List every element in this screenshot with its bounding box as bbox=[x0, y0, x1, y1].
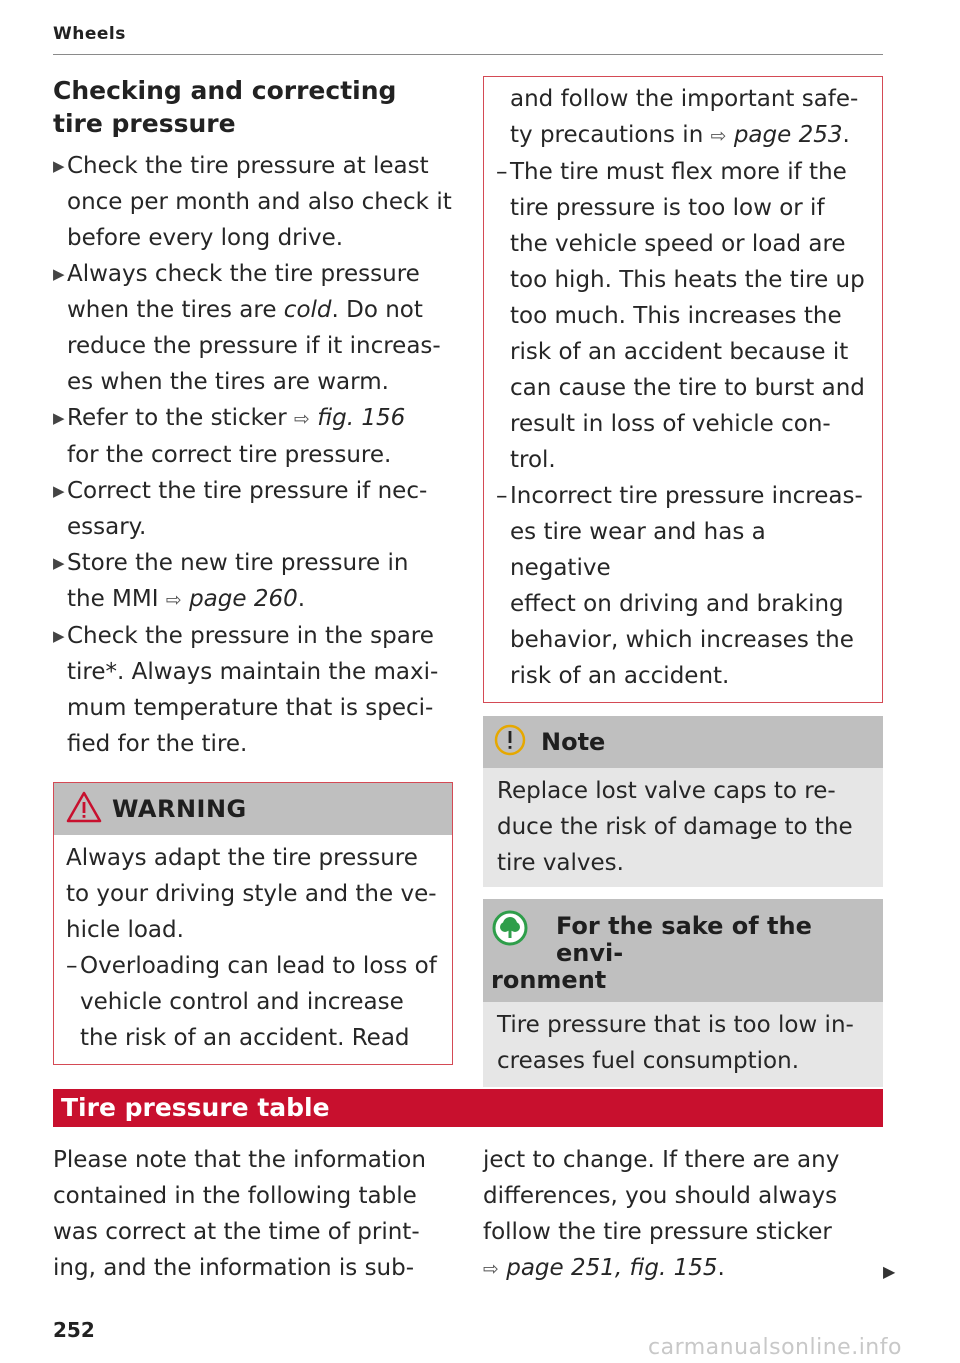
note-box bbox=[483, 716, 883, 887]
section-title-bar bbox=[53, 1089, 883, 1127]
instruction-list bbox=[53, 148, 453, 762]
page-reference-link[interactable]: ⇨ page 260 bbox=[165, 586, 298, 612]
environment-title: For the sake of the envi- bbox=[556, 912, 812, 967]
bullet-arrow-icon: ▶ bbox=[53, 157, 65, 175]
left-column bbox=[53, 74, 453, 1065]
warning-triangle-icon bbox=[66, 791, 102, 827]
list-item: ▶ Refer to the sticker ⇨ fig. 156 for the correct tire pressure. bbox=[53, 400, 453, 473]
environment-box bbox=[483, 899, 883, 1087]
note-exclamation-icon bbox=[493, 723, 527, 761]
tire-pressure-text-left: Please note that the information contained in the following table was correct at the time of print- ing, and the information is sub- bbox=[53, 1147, 426, 1281]
list-item: ▶ Check the pressure in the spare tire*. Always maintain the maxi- mum temperature that is speci- fied for the tire. bbox=[53, 618, 453, 762]
bullet-arrow-icon: ▶ bbox=[53, 265, 65, 283]
bullet-arrow-icon: ▶ bbox=[53, 627, 65, 645]
watermark: carmanualsonline.info bbox=[648, 1335, 902, 1360]
section-title: Tire pressure table bbox=[61, 1093, 330, 1122]
reference-arrow-icon: ⇨ bbox=[294, 408, 310, 430]
environment-header bbox=[483, 899, 883, 1002]
page-header bbox=[53, 24, 883, 55]
header-title: Wheels bbox=[53, 24, 126, 44]
tire-pressure-text-right: ject to change. If there are any differences, you should always follow the tire pressure sticker ⇨ page 251, fig. 155. bbox=[483, 1147, 840, 1281]
list-item: – Overloading can lead to loss of vehicle control and increase the risk of an accident. Read bbox=[66, 953, 437, 1051]
warning-box bbox=[53, 782, 453, 1065]
list-item: – Incorrect tire pressure increas- es tire wear and has a negative effect on driving and braking behavior, which increases the risk of an accident. bbox=[496, 483, 863, 689]
continue-arrow-icon: ▶ bbox=[883, 1262, 896, 1281]
warning-continued-box: and follow the important safe- ty precautions in ⇨ page 253. – The tire must flex more if the tire pressure is too low or if the vehicle speed or load are too high. This heats the tire up too much. This increases the risk of an accident because it can cause the tire to burst and result in loss of vehicle con- trol. – Incorrect tire pressure increas- es tire wear and has a negative effect on driving and braking behavior, which increases the risk of an accident. bbox=[483, 76, 883, 703]
figure-reference-link[interactable]: ⇨ fig. 156 bbox=[294, 405, 406, 431]
note-header bbox=[483, 716, 883, 768]
list-item: ▶ Check the tire pressure at least once per month and also check it before every long drive. bbox=[53, 148, 453, 256]
reference-arrow-icon: ⇨ bbox=[483, 1258, 499, 1280]
emphasis-cold: cold bbox=[283, 297, 332, 323]
section-heading: Checking and correcting tire pressure bbox=[53, 76, 397, 138]
list-item: ▶ Always check the tire pressure when the tires are cold. Do not reduce the pressure if it increas- es when the tires are warm. bbox=[53, 256, 453, 400]
warning-title: WARNING bbox=[112, 795, 247, 823]
bullet-arrow-icon: ▶ bbox=[53, 482, 65, 500]
bullet-arrow-icon: ▶ bbox=[53, 409, 65, 427]
environment-body: Tire pressure that is too low in- creases fuel consumption. bbox=[497, 1012, 854, 1074]
list-item: ▶ Store the new tire pressure in the MMI ⇨ page 260. bbox=[53, 545, 453, 618]
header-rule bbox=[53, 54, 883, 55]
note-title: Note bbox=[541, 728, 606, 756]
environment-title-continued: ronment bbox=[491, 966, 607, 994]
tree-icon bbox=[491, 909, 529, 951]
right-column bbox=[483, 76, 883, 1087]
page-number: 252 bbox=[53, 1318, 95, 1342]
list-item: ▶ Correct the tire pressure if nec- essary. bbox=[53, 473, 453, 545]
reference-arrow-icon: ⇨ bbox=[710, 125, 727, 147]
page-reference-link[interactable]: ⇨ page 251, fig. 155 bbox=[483, 1255, 718, 1281]
note-body: Replace lost valve caps to re- duce the risk of damage to the tire valves. bbox=[497, 778, 853, 876]
list-item: – The tire must flex more if the tire pressure is too low or if the vehicle speed or load are too high. This heats the tire up too much. This increases the risk of an accident because it can cause the tire to burst and result in loss of vehicle con- trol. bbox=[496, 159, 865, 473]
page-reference-link[interactable]: ⇨ page 253 bbox=[710, 122, 843, 148]
reference-arrow-icon: ⇨ bbox=[165, 589, 182, 611]
warning-header bbox=[54, 783, 452, 835]
warning-body: Always adapt the tire pressure to your driving style and the ve- hicle load. – Overloading can lead to loss of vehicle control and increase the risk of an accident. Read bbox=[54, 835, 452, 1064]
bullet-arrow-icon: ▶ bbox=[53, 554, 65, 572]
